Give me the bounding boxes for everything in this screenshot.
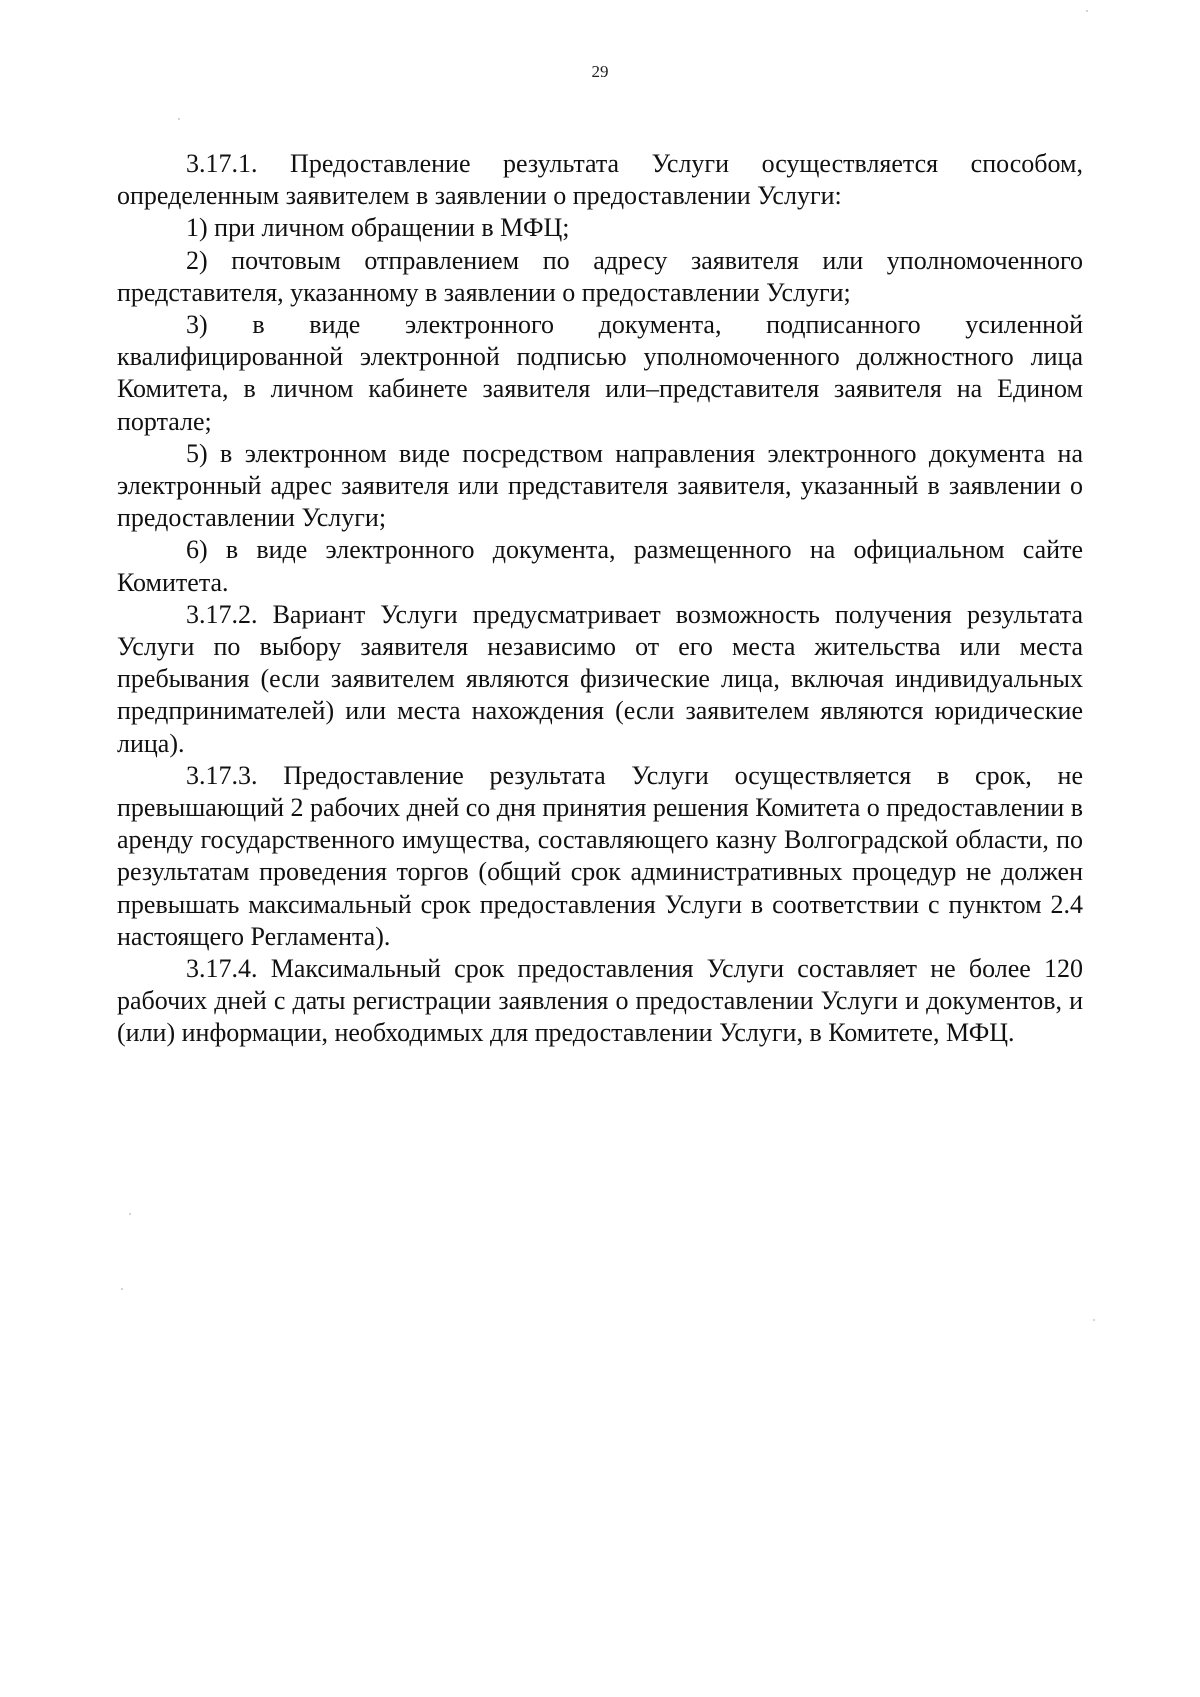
list-item-3: 3) в виде электронного документа, подписанного усиленной квалифицированной электронной подписью уполномоченного должностного лица Комитета, в личном кабинете заявителя или–представителя заявителя на Едином портале; bbox=[117, 310, 1083, 436]
scan-speck bbox=[129, 1213, 131, 1215]
scan-speck bbox=[1086, 10, 1088, 12]
paragraph-3-17-3: 3.17.3. Предоставление результата Услуги осуществляется в срок, не превышающий 2 рабочих дней со дня принятия решения Комитета о предоставлении в аренду государственного имущества, составляющего казну Волгоградской области, по результатам проведения торгов (общий срок административных процедур не должен превышать максимальный срок предоставления Услуги в соответствии с пунктом 2.4 настоящего Регламента). bbox=[117, 760, 1083, 951]
list-item-2: 2) почтовым отправлением по адресу заявителя или уполномоченного представителя, указанному в заявлении о предоставлении Услуги; bbox=[117, 245, 1083, 307]
list-item-5: 5) в электронном виде посредством направления электронного документа на электронный адрес заявителя или представителя заявителя, указанный в заявлении о предоставлении Услуги; bbox=[117, 438, 1083, 533]
list-item-1: 1) при личном обращении в МФЦ; bbox=[186, 213, 570, 243]
list-item-6: 6) в виде электронного документа, размещенного на официальном сайте Комитета. bbox=[117, 535, 1083, 597]
document-body bbox=[117, 148, 1083, 1050]
scan-speck bbox=[178, 118, 180, 120]
scan-speck bbox=[1093, 1319, 1095, 1321]
paragraph-3-17-1: 3.17.1. Предоставление результата Услуги осуществляется способом, определенным заявителем в заявлении о предоставлении Услуги: bbox=[117, 149, 1083, 211]
scan-speck bbox=[121, 1288, 123, 1290]
page-number: 29 bbox=[591, 62, 609, 81]
paragraph-3-17-2: 3.17.2. Вариант Услуги предусматривает возможность получения результата Услуги по выбору заявителя независимо от его места жительства или места пребывания (если заявителем являются физические лица, включая индивидуальных предпринимателей) или места нахождения (если заявителем являются юридические лица). bbox=[117, 599, 1083, 758]
paragraph-3-17-4: 3.17.4. Максимальный срок предоставления Услуги составляет не более 120 рабочих дней с даты регистрации заявления о предоставлении Услуги и документов, и (или) информации, необходимых для предоставлении Услуги, в Комитете, МФЦ. bbox=[117, 954, 1083, 1048]
